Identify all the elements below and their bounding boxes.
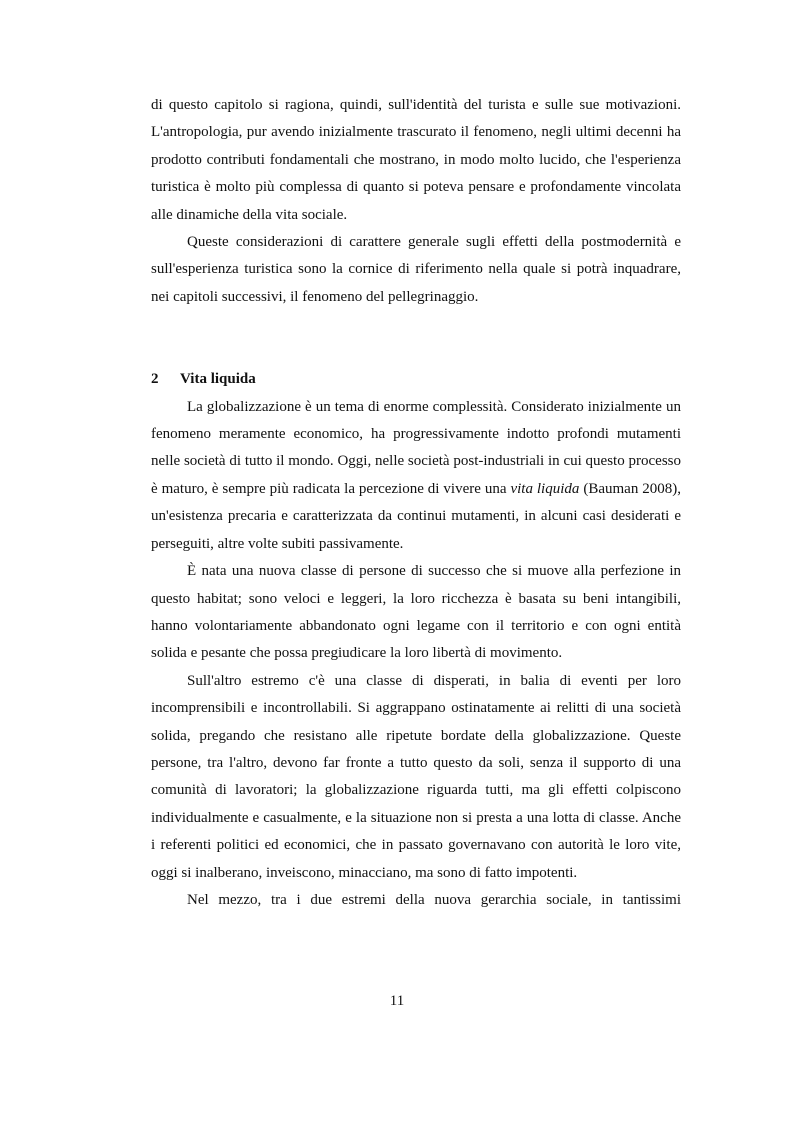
paragraph-5: Sull'altro estremo c'è una classe di disperati, in balia di eventi per loro incomprensibili e incontrollabili. Si aggrappano ostinatamente ai relitti di una società solida, pregando che resistano alle ripetute bordate della globalizzazione. Queste persone, tra l'altro, devono far fronte a tutto questo da soli, senza il supporto di una comunità di lavoratori; la globalizzazione riguarda tutti, ma gli effetti colpiscono individualmente e casualmente, e la situazione non si presta a una lotta di classe. Anche i referenti politici ed economici, che in passato governavano con autorità le loro vite, oggi si inalberano, inveiscono, minacciano, ma sono di fatto impotenti. (151, 672, 681, 881)
paragraph-4: È nata una nuova classe di persone di successo che si muove alla perfezione in questo habitat; sono veloci e leggeri, la loro ricchezza è basata su beni intangibili, hanno volontariamente abbandonato ogni legame con il territorio e con ogni entità solida e pesante che possa pregiudicare la loro libertà di movimento. (151, 563, 681, 662)
section-title: Vita liquida (180, 371, 256, 388)
page-body (151, 92, 681, 914)
paragraph-3-text-a: La globalizzazione è un tema di enorme complessità. Considerato inizialmente un fenomeno meramente economico, ha progressivamente indotto profondi mutamenti nelle società di tutto il mondo. Oggi, nelle società post-industriali in cui questo processo è maturo, è sempre più radicata la percezione di vivere una (151, 398, 681, 497)
section-number: 2 (151, 371, 159, 388)
paragraph-6: Nel mezzo, tra i due estremi della nuova gerarchia sociale, in tantissimi (187, 891, 681, 908)
paragraph-1: di questo capitolo si ragiona, quindi, sull'identità del turista e sulle sue motivazioni. L'antropologia, pur avendo inizialmente trascurato il fenomeno, negli ultimi decenni ha prodotto contributi fondamentali che mostrano, in modo molto lucido, che l'esperienza turistica è molto più complessa di quanto si poteva pensare e profondamente vincolata alle dinamiche della vita sociale. (151, 97, 681, 223)
paragraph-2: Queste considerazioni di carattere generale sugli effetti della postmodernità e sull'esperienza turistica sono la cornice di riferimento nella quale si potrà inquadrare, nei capitoli successivi, il fenomeno del pellegrinaggio. (151, 234, 681, 305)
paragraph-3 (151, 394, 681, 558)
section-heading (151, 366, 681, 393)
paragraph-3-italic-term: vita liquida (510, 480, 580, 497)
paragraph-3-text-b: (Bauman 2008), un'esistenza precaria e caratterizzata da continui mutamenti, in alcuni casi desiderati e perseguiti, altre volte subiti passivamente. (151, 480, 682, 552)
page-number: 11 (389, 993, 405, 1009)
